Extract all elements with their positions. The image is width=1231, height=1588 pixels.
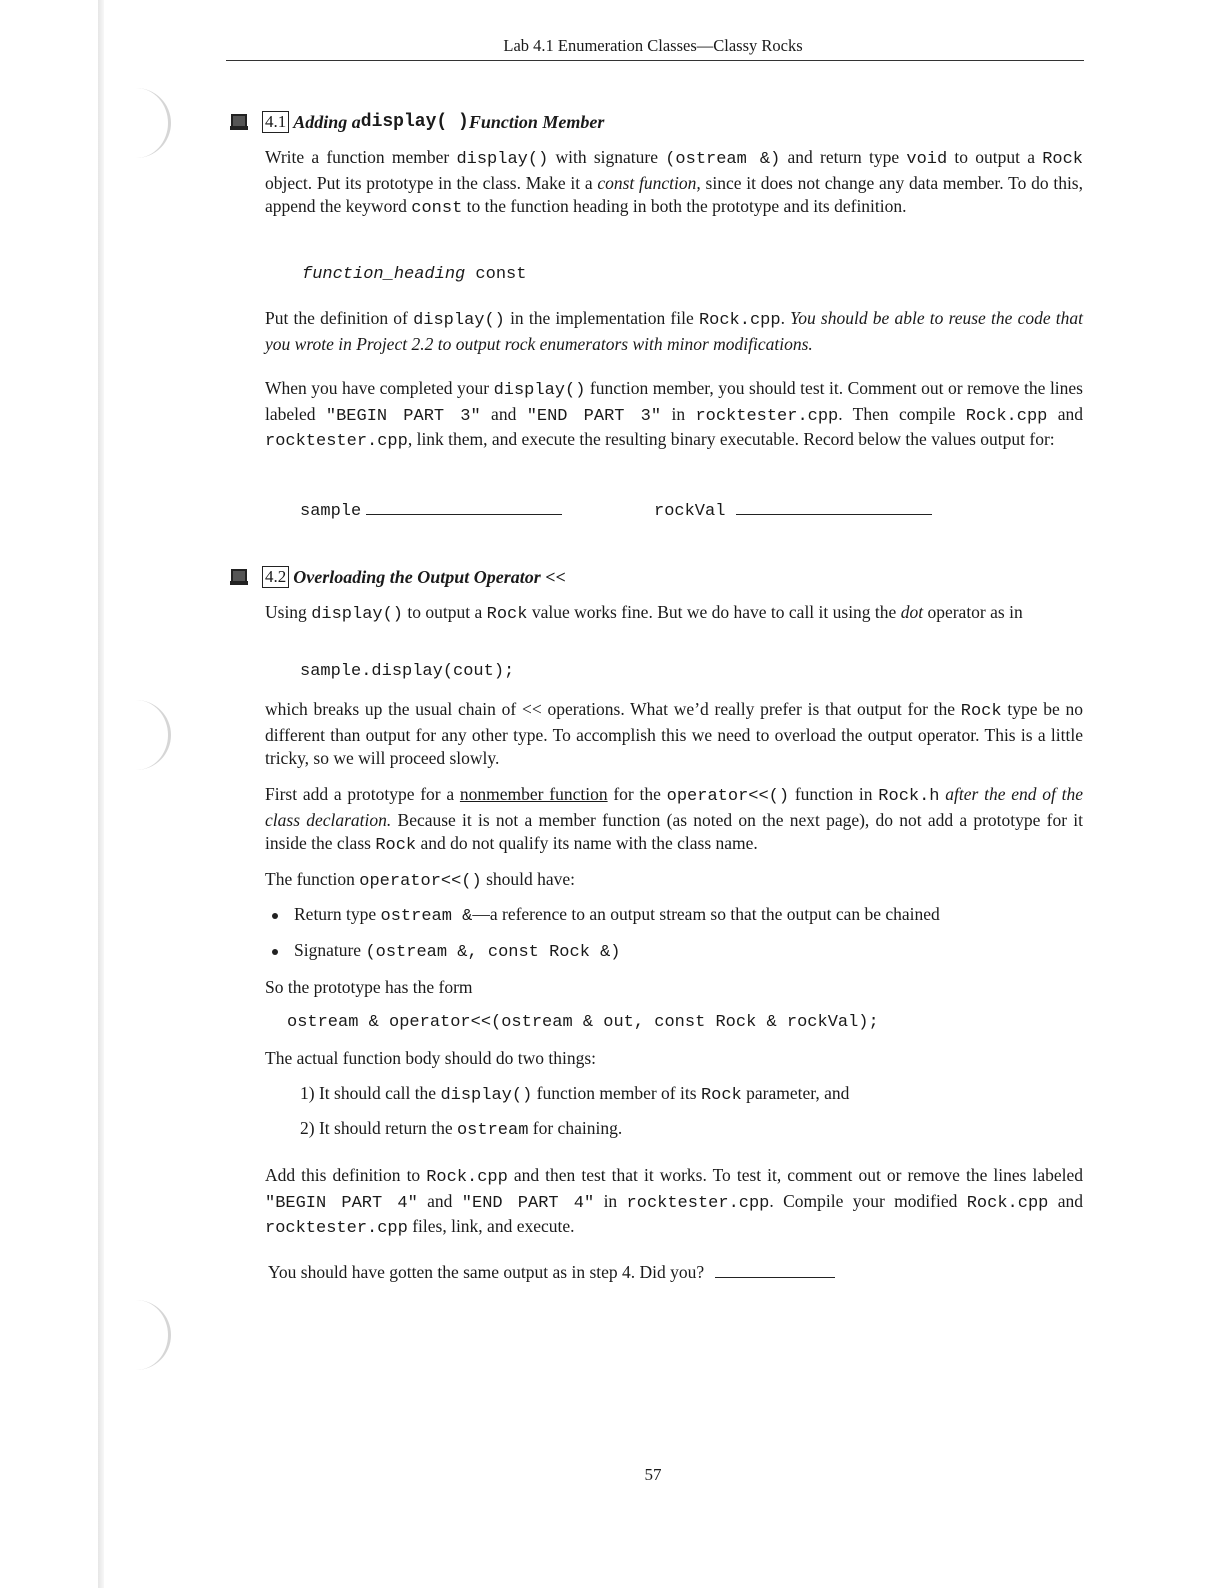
inline-code: (ostream &, const Rock &) [365, 943, 621, 962]
text-run: function member of its [532, 1083, 701, 1103]
text-run: Using [265, 602, 312, 622]
computer-icon [230, 569, 248, 585]
inline-code: Rock [1042, 150, 1083, 169]
text-run: to the function heading in both the prototype and its definition. [462, 196, 907, 216]
answer-blank[interactable] [715, 1259, 835, 1278]
inline-code: Rock.cpp [698, 311, 781, 330]
bullet-dot [272, 949, 278, 955]
text-run: and do not qualify its name with the class name. [416, 833, 758, 853]
list-item-text [294, 904, 940, 924]
text-run: operator as in [923, 602, 1023, 622]
inline-code: Rock.cpp [426, 1168, 508, 1187]
inline-code: Rock [700, 1086, 742, 1105]
inline-code: "END PART 4" [461, 1193, 595, 1213]
italic-text: You should be able to reuse the code that you wrote in Project 2.2 to output rock enumerators with minor modifications. [265, 308, 1084, 354]
binder-ring [128, 88, 171, 158]
binder-ring [128, 1300, 171, 1370]
paragraph [265, 783, 1083, 858]
text-run: . Compile your modified [769, 1190, 967, 1211]
inline-code: display() [456, 150, 549, 169]
text-run: Put the definition of [265, 308, 414, 328]
section-title-code: display( ) [360, 112, 469, 132]
text-run: which breaks up the usual chain of << operations. What we’d really prefer is that output for the [265, 699, 961, 719]
text-run: Return type [294, 904, 381, 924]
code-line: ostream & operator<<(ostream & out, const Rock & rockVal); [287, 1013, 879, 1032]
italic-text: after the end of the class declaration. [265, 784, 1084, 830]
inline-code: operator<<() [359, 872, 482, 891]
text-run: , link them, and execute the resulting binary executable. Record below the values output for: [407, 429, 1055, 449]
code-keyword: const [465, 265, 527, 284]
text-run: Add this definition to [265, 1165, 427, 1185]
italic-text: dot [900, 602, 924, 622]
text-run: When you have completed your [265, 378, 494, 398]
inline-code: Rock.h [878, 787, 940, 806]
page-header: Lab 4.1 Enumeration Classes—Classy Rocks [503, 36, 803, 55]
text-run: in [594, 1190, 627, 1211]
text-run: —a reference to an output stream so that the output can be chained [472, 904, 940, 924]
section-title-part: Adding a [293, 111, 361, 132]
text-run: since it does not change any data member. To do this, append the keyword [265, 172, 1083, 216]
text-run: First add a prototype for a [265, 784, 460, 804]
text-run: in the implementation file [504, 308, 699, 328]
text-run: type be no different than output for any other type. To accomplish this we need to overload the output operator. This is a little tricky, so we will proceed slowly. [265, 699, 1083, 768]
inline-code: (ostream &) [665, 150, 781, 169]
paragraph: So the prototype has the form [265, 977, 473, 997]
inline-code: ostream [456, 1121, 529, 1140]
section-heading-4-2 [230, 566, 566, 588]
text-run: and return type [780, 147, 907, 167]
text-run: and [1047, 403, 1083, 424]
answer-label: sample [300, 502, 362, 521]
computer-icon [230, 114, 248, 130]
text-run: . [780, 308, 791, 328]
list-item-text [294, 940, 621, 960]
paragraph [265, 698, 1083, 771]
underlined-text: nonmember function [459, 784, 608, 804]
text-run: value works fine. But we do have to call it using the [527, 602, 901, 622]
inline-code: display() [311, 605, 404, 624]
inline-code: Rock [960, 702, 1002, 721]
binder-edge [98, 0, 104, 1588]
question-text: You should have gotten the same output as in step 4. Did you? [268, 1262, 705, 1282]
answer-label: rockVal [654, 502, 726, 521]
inline-code: rocktester.cpp [695, 406, 839, 426]
inline-code: "BEGIN PART 4" [265, 1193, 418, 1213]
text-run: function member, you should test it. Comment out or remove the lines labeled [265, 378, 1083, 424]
paragraph [265, 146, 1083, 221]
numbered-item [300, 1118, 622, 1140]
paragraph [265, 1164, 1083, 1241]
header-rule [226, 60, 1084, 61]
text-run: and [417, 1190, 462, 1211]
answer-blank[interactable] [366, 496, 562, 515]
text-run: with signature [548, 147, 666, 167]
inline-code: void [906, 150, 948, 169]
text-run: to output a [947, 147, 1043, 167]
inline-code: "BEGIN PART 3" [325, 406, 481, 426]
text-run: files, link, and execute. [407, 1216, 575, 1236]
code-line: sample.display(cout); [300, 662, 515, 681]
inline-code: Rock.cpp [966, 1193, 1049, 1213]
text-run: 2) It should return the [300, 1118, 457, 1138]
inline-code: rocktester.cpp [265, 432, 408, 451]
text-run: for chaining. [528, 1118, 623, 1138]
paragraph: The actual function body should do two things: [265, 1048, 596, 1068]
binder-ring [128, 700, 171, 770]
text-run: and [480, 403, 527, 424]
text-run: 1) It should call the [300, 1083, 441, 1103]
code-line [302, 262, 526, 284]
section-title: Overloading the Output Operator << [293, 566, 566, 587]
inline-code: display() [413, 311, 505, 330]
paragraph [265, 377, 1083, 454]
question-line [268, 1259, 835, 1283]
paragraph [265, 868, 1083, 894]
inline-code: rocktester.cpp [265, 1219, 408, 1238]
list-item [272, 904, 940, 926]
bullet-dot [272, 913, 278, 919]
italic-text: const function, [597, 172, 701, 193]
inline-code: "END PART 3" [526, 406, 662, 426]
step-number: 4.1 [262, 111, 289, 133]
text-run: Because it is not a member function (as noted on the next page), do not add a prototype for it inside the class [265, 809, 1084, 853]
answer-line-sample [300, 496, 562, 521]
text-run: function in [789, 784, 879, 804]
inline-code: display() [440, 1086, 533, 1105]
text-run: The function [265, 869, 360, 889]
text-run: parameter, and [741, 1083, 850, 1103]
section-title-part: Function Member [468, 111, 605, 132]
text-run: Signature [294, 940, 366, 960]
text-run: and [1048, 1190, 1083, 1211]
text-run: . Then compile [838, 403, 966, 424]
answer-blank[interactable] [736, 496, 932, 515]
inline-code: operator<<() [666, 787, 790, 806]
code-italic: function_heading [302, 265, 466, 284]
paragraph [265, 307, 1083, 356]
text-run: object. Put its prototype in the class. Make it a [265, 172, 598, 193]
text-run: to output a [403, 602, 487, 622]
paragraph [265, 601, 1083, 627]
answer-line-rockval [654, 496, 932, 521]
inline-code: display() [493, 381, 586, 400]
inline-code: Rock [486, 605, 528, 624]
section-heading-4-1 [230, 111, 604, 133]
text-run: should have: [481, 869, 576, 889]
inline-code: const [411, 199, 463, 218]
inline-code: Rock.cpp [965, 406, 1048, 426]
list-item [272, 940, 621, 962]
page-number: 57 [644, 1465, 662, 1484]
text-run: in [661, 403, 696, 424]
inline-code: ostream & [380, 907, 473, 926]
inline-code: rocktester.cpp [626, 1193, 770, 1213]
text-run: Write a function member [265, 147, 457, 167]
inline-code: Rock [375, 836, 417, 855]
step-number: 4.2 [262, 566, 289, 588]
text-run: for the [607, 784, 667, 804]
numbered-item [300, 1083, 849, 1105]
text-run: and then test that it works. To test it, comment out or remove the lines labeled [507, 1165, 1083, 1185]
